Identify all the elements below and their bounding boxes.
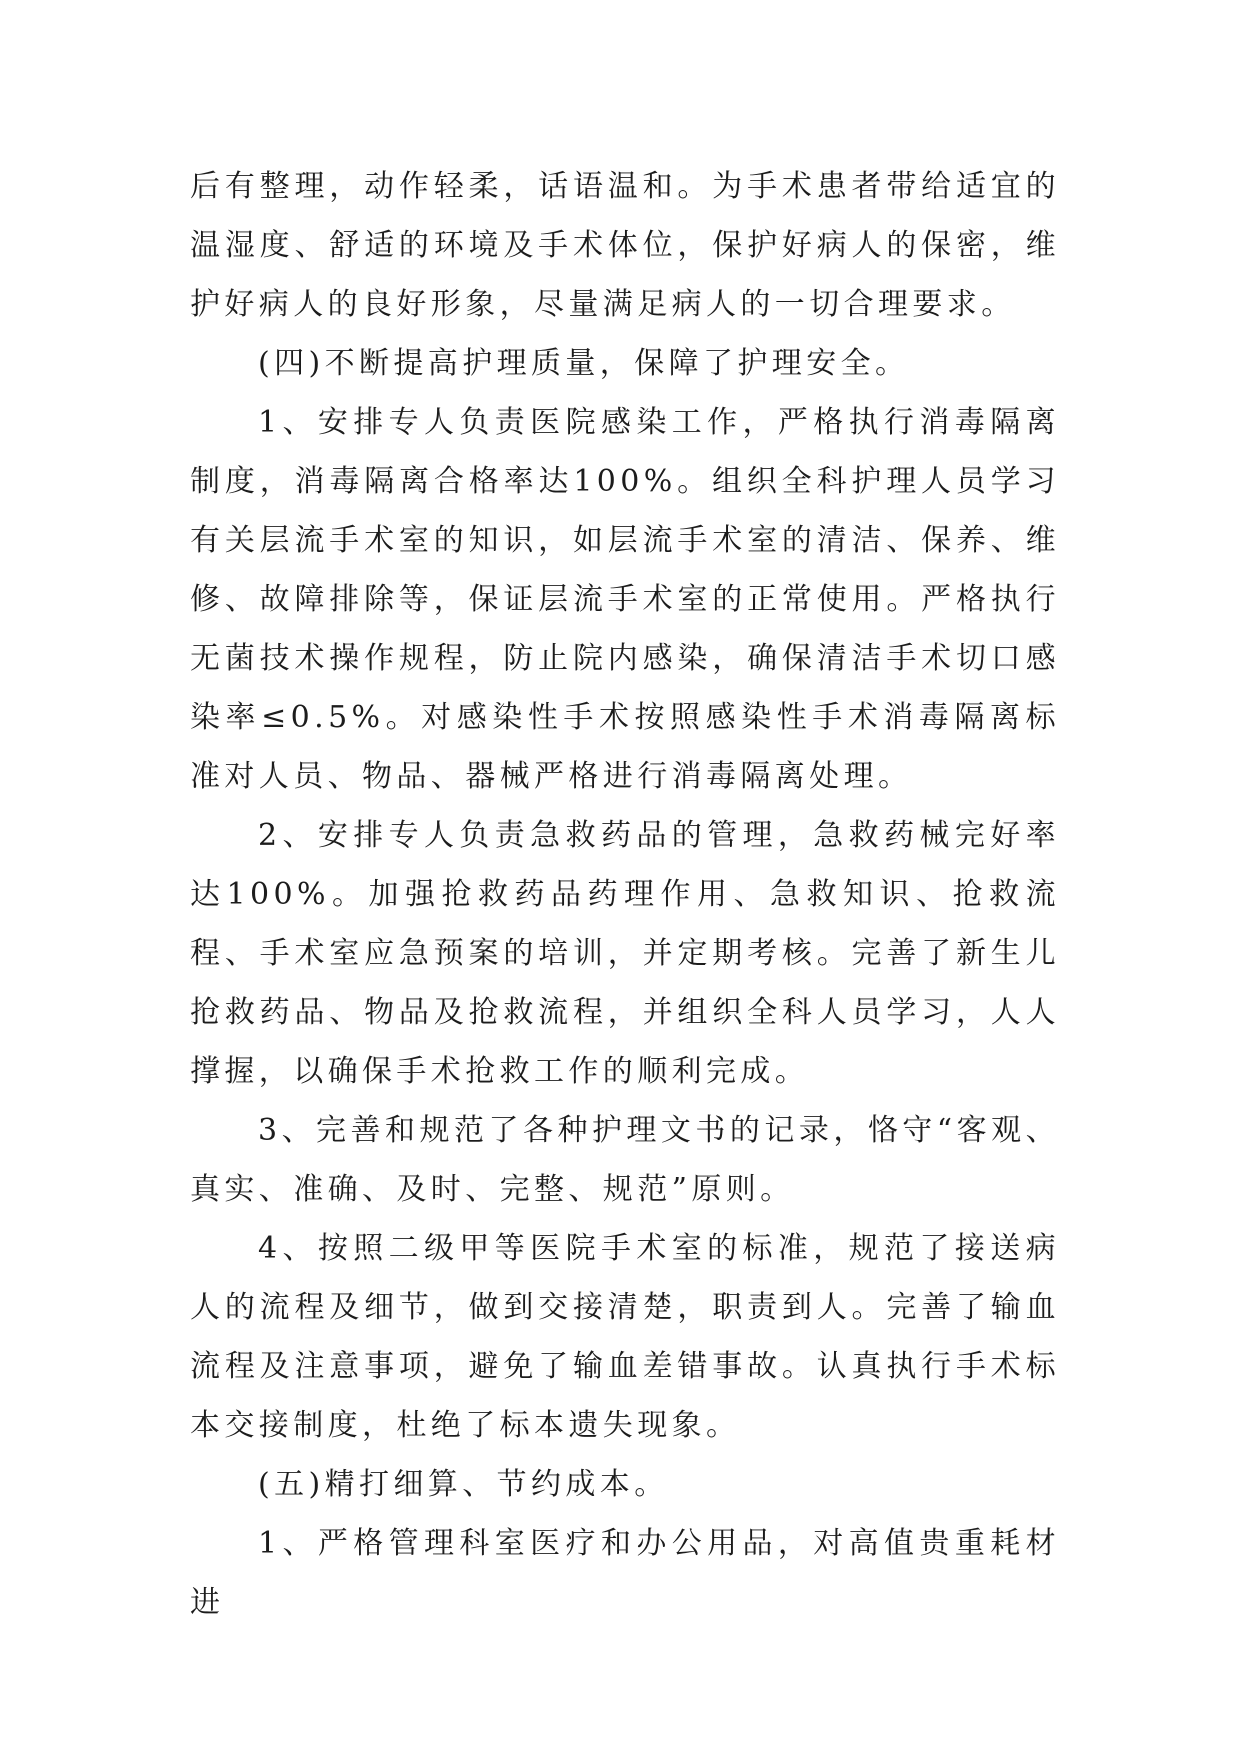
paragraph-infection-control: 1、安排专人负责医院感染工作，严格执行消毒隔离制度，消毒隔离合格率达100%。组织全科护理人员学习有关层流手术室的知识，如层流手术室的清洁、保养、维修、故障排除等，保证层流手术室的正常使用。严格执行无菌技术操作规程，防止院内感染，确保清洁手术切口感染率≤0.5%。对感染性手术按照感染性手术消毒隔离标准对人员、物品、器械严格进行消毒隔离处理。 [190,405,1060,794]
section-heading-five: (五)精打细算、节约成本。 [258,1467,669,1502]
paragraph-nursing-records: 3、完善和规范了各种护理文书的记录，恪守“客观、真实、准确、及时、完整、规范”原则。 [190,1113,1060,1207]
paragraph-continuation: 后有整理，动作轻柔，话语温和。为手术患者带给适宜的温湿度、舒适的环境及手术体位，保护好病人的保密，维护好病人的良好形象，尽量满足病人的一切合理要求。 [190,169,1060,322]
paragraph-emergency-drugs: 2、安排专人负责急救药品的管理，急救药械完好率达100%。加强抢救药品药理作用、急救知识、抢救流程、手术室应急预案的培训，并定期考核。完善了新生儿抢救药品、物品及抢救流程，并组织全科人员学习，人人撑握，以确保手术抢救工作的顺利完成。 [190,818,1060,1089]
document-body [190,157,1060,1632]
section-heading-four: (四)不断提高护理质量，保障了护理安全。 [258,346,910,381]
paragraph-patient-transfer: 4、按照二级甲等医院手术室的标准，规范了接送病人的流程及细节，做到交接清楚，职责到人。完善了输血流程及注意事项，避免了输血差错事故。认真执行手术标本交接制度，杜绝了标本遗失现象。 [190,1231,1060,1443]
paragraph-supplies-management: 1、严格管理科室医疗和办公用品，对高值贵重耗材进 [190,1526,1060,1620]
